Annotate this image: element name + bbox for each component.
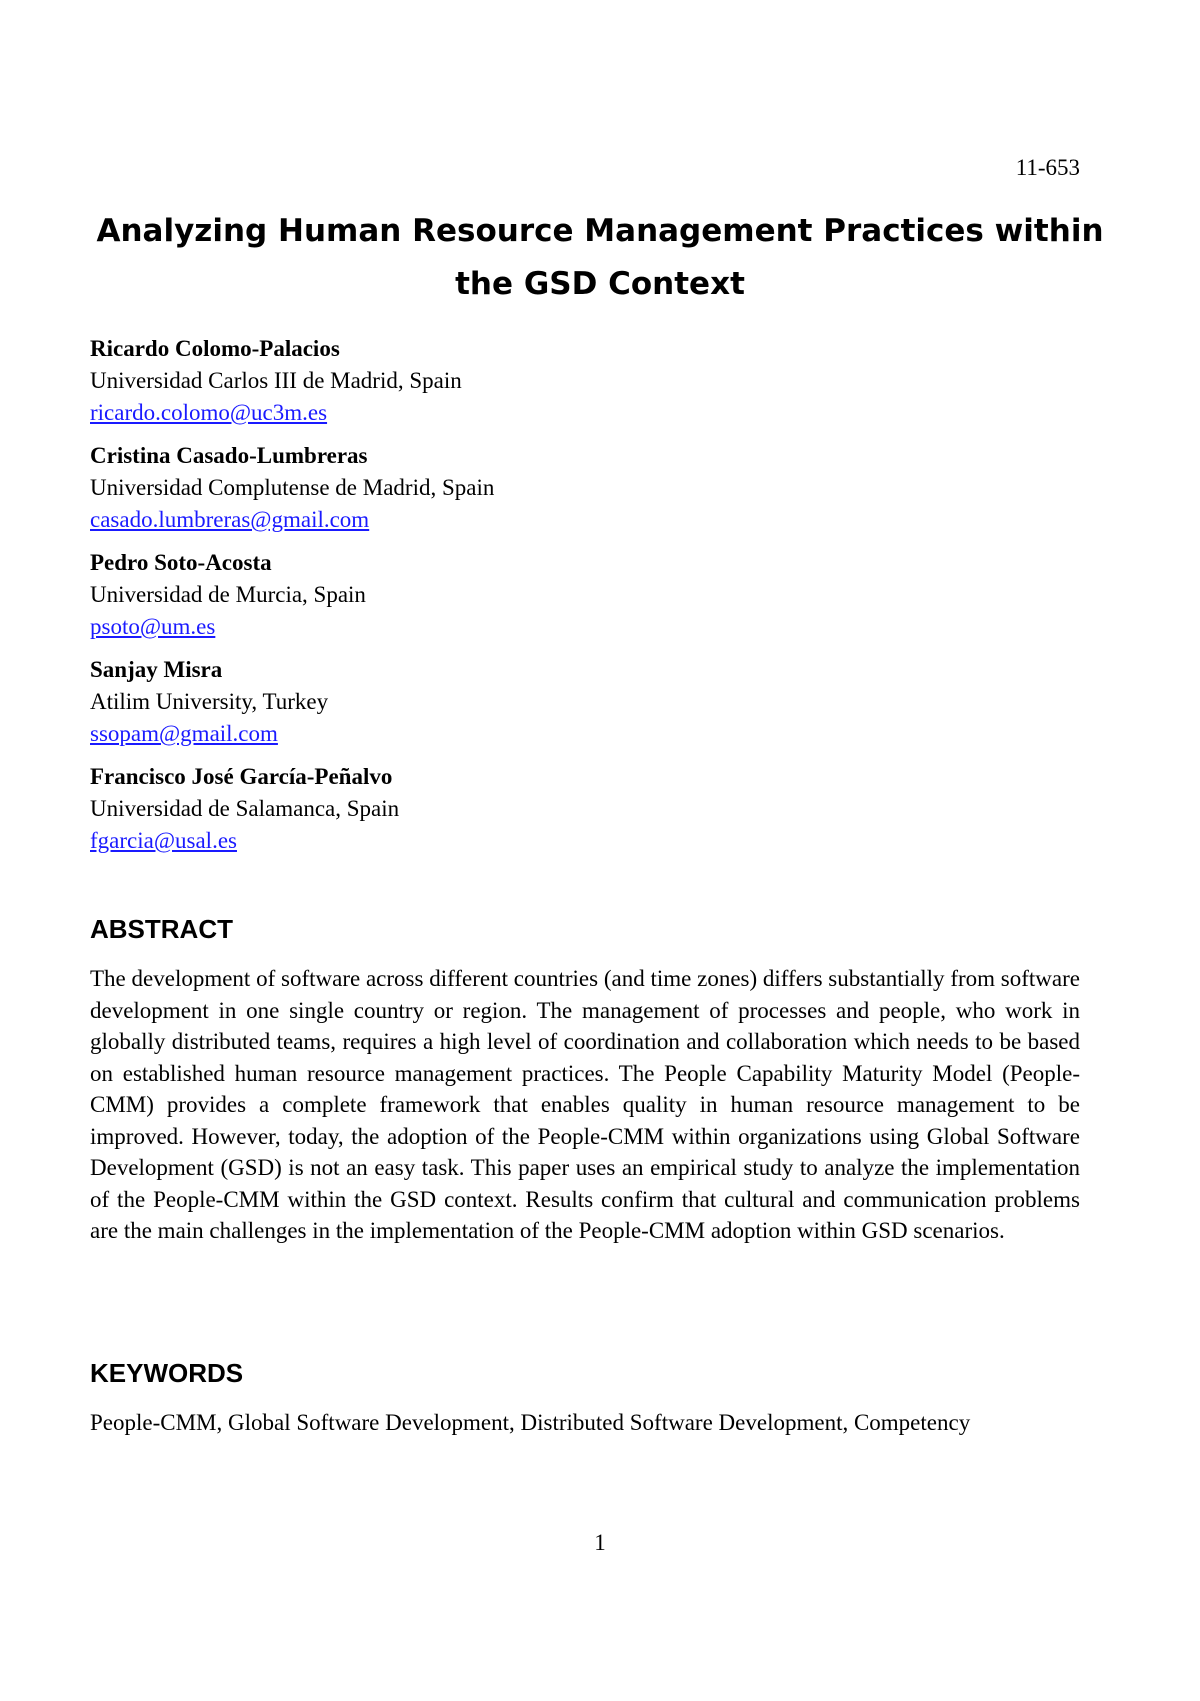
author-email-link[interactable]: casado.lumbreras@gmail.com: [90, 507, 370, 532]
abstract-heading: ABSTRACT: [90, 914, 233, 944]
author-email-link[interactable]: fgarcia@usal.es: [90, 828, 237, 853]
author-name: Sanjay Misra: [90, 657, 223, 682]
keywords-heading: KEYWORDS: [90, 1358, 244, 1388]
author-affiliation: Universidad Carlos III de Madrid, Spain: [90, 368, 462, 393]
author-name: Pedro Soto-Acosta: [90, 550, 272, 575]
author-affiliation: Universidad de Salamanca, Spain: [90, 796, 400, 821]
author-block: [90, 654, 1090, 750]
keywords-text: People-CMM, Global Software Development, Distributed Software Development, Competency: [90, 1410, 971, 1435]
author-affiliation: Atilim University, Turkey: [90, 689, 329, 714]
page-number: 1: [594, 1530, 606, 1555]
author-affiliation: Universidad Complutense de Madrid, Spain: [90, 475, 495, 500]
author-list: [90, 333, 1090, 868]
paper-title: [90, 205, 1110, 311]
author-name: Ricardo Colomo-Palacios: [90, 336, 340, 361]
author-block: [90, 440, 1090, 536]
author-block: [90, 547, 1090, 643]
author-name: Cristina Casado-Lumbreras: [90, 443, 368, 468]
title-line-2: the GSD Context: [455, 266, 745, 302]
author-block: [90, 333, 1090, 429]
abstract-text: The development of software across different countries (and time zones) differs substantially from software development in one single country or region. The management of processes and people, who work in globally distributed teams, requires a high level of coordination and collaboration which needs to be based on established human resource management practices. The People Capability Maturity Model (People-CMM) provides a complete framework that enables quality in human resource management to be improved. However, today, the adoption of the People-CMM within organizations using Global Software Development (GSD) is not an easy task. This paper uses an empirical study to analyze the implementation of the People-CMM within the GSD context. Results confirm that cultural and communication problems are the main challenges in the implementation of the People-CMM adoption within GSD scenarios.: [90, 966, 1080, 1243]
author-email-link[interactable]: psoto@um.es: [90, 614, 216, 639]
page-code: 11-653: [1015, 155, 1080, 180]
author-email-link[interactable]: ssopam@gmail.com: [90, 721, 278, 746]
title-line-1: Analyzing Human Resource Management Practices within: [96, 213, 1104, 249]
author-email-link[interactable]: ricardo.colomo@uc3m.es: [90, 400, 328, 425]
author-name: Francisco José García-Peñalvo: [90, 764, 393, 789]
author-affiliation: Universidad de Murcia, Spain: [90, 582, 366, 607]
author-block: [90, 761, 1090, 857]
